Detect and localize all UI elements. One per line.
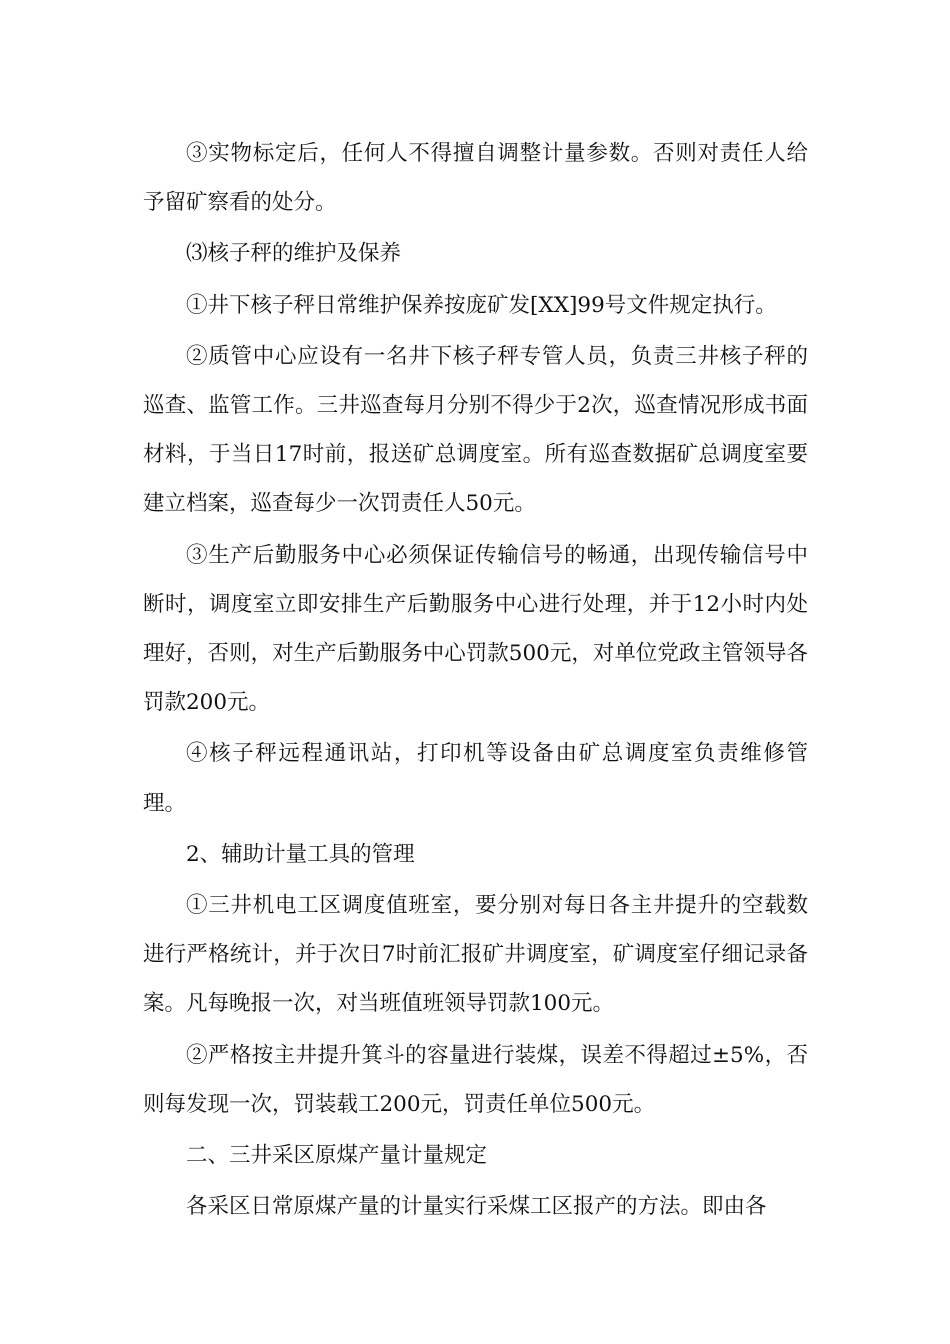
heading-raw-coal-measurement: 二、三井采区原煤产量计量规定 bbox=[186, 1143, 488, 1169]
paragraph-production-reporting: 各采区日常原煤产量的计量实行采煤工区报产的方法。即由各 bbox=[186, 1194, 767, 1220]
paragraph-signal-transmission: ③生产后勤服务中心必须保证传输信号的畅通，出现传输信号中断时，调度室立即安排生产后勤服务中心进行处理，并于12小时内处理好，否则，对生产后勤服务中心罚款500元，对单位党政主管领导各罚款200元。 bbox=[143, 542, 808, 716]
heading-auxiliary-tools: 2、辅助计量工具的管理 bbox=[186, 841, 415, 867]
paragraph-calibration-rule: ③实物标定后，任何人不得擅自调整计量参数。否则对责任人给予留矿察看的处分。 bbox=[143, 141, 808, 216]
paragraph-inspection-duty: ②质管中心应设有一名井下核子秤专管人员，负责三井核子秤的巡查、监管工作。三井巡查每月分别不得少于2次，巡查情况形成书面材料，于当日17时前，报送矿总调度室。所有巡查数据矿总调度室要建立档案，巡查每少一次罚责任人50元。 bbox=[143, 343, 808, 517]
paragraph-daily-maintenance: ①井下核子秤日常维护保养按庞矿发[XX]99号文件规定执行。 bbox=[186, 292, 777, 318]
paragraph-equipment-repair: ④核子秤远程通讯站，打印机等设备由矿总调度室负责维修管理。 bbox=[143, 741, 808, 816]
paragraph-loading-tolerance: ②严格按主井提升箕斗的容量进行装煤，误差不得超过±5%，否则每发现一次，罚装载工200元，罚责任单位500元。 bbox=[143, 1042, 808, 1117]
heading-scale-maintenance: ⑶核子秤的维护及保养 bbox=[186, 241, 402, 267]
document-body bbox=[143, 129, 808, 1233]
paragraph-empty-load-statistics: ①三井机电工区调度值班室，要分别对每日各主井提升的空载数进行严格统计，并于次日7时前汇报矿井调度室，矿调度室仔细记录备案。凡每晚报一次，对当班值班领导罚款100元。 bbox=[143, 893, 808, 1017]
